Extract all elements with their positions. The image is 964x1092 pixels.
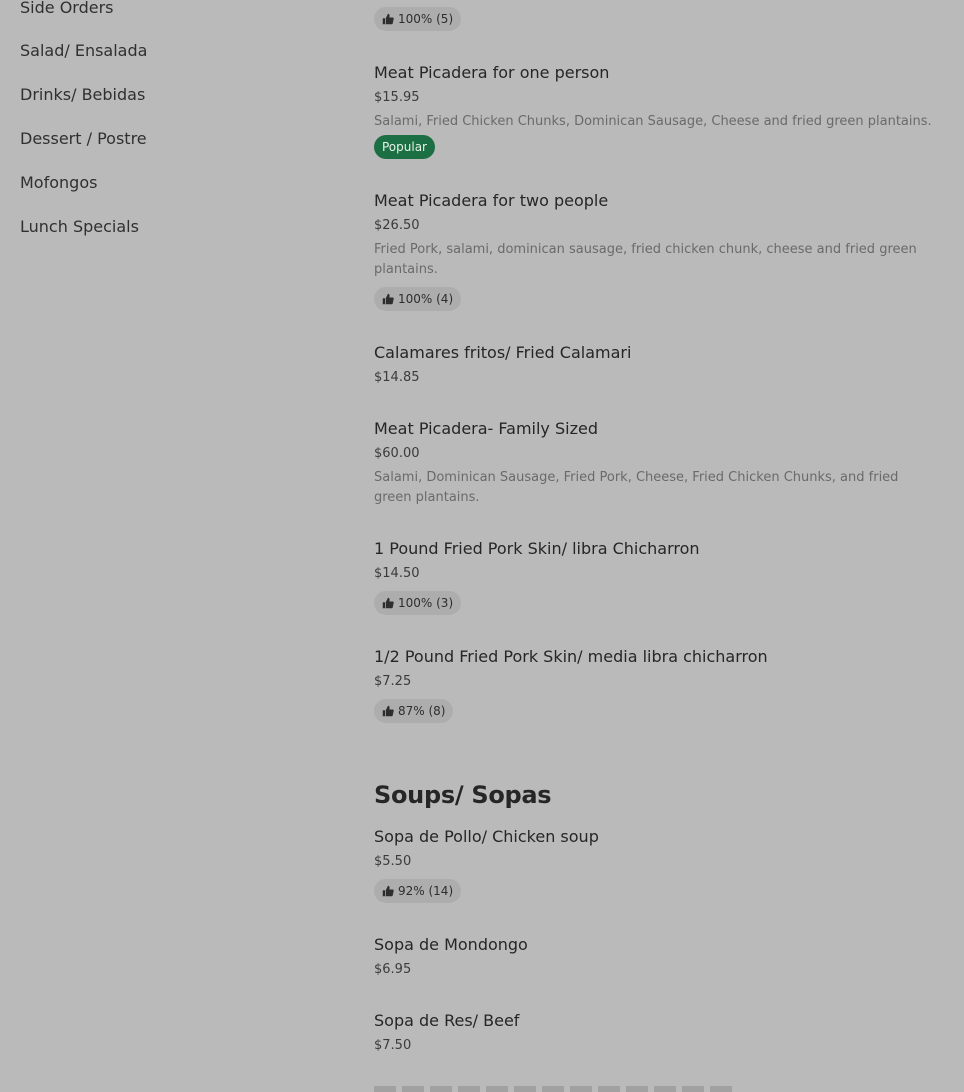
item-name: 1/2 Pound Fried Pork Skin/ media libra chicharron bbox=[374, 647, 768, 666]
item-name: Sopa de Mondongo bbox=[374, 935, 528, 954]
item-price: $7.50 bbox=[374, 1038, 412, 1053]
item-name: Meat Picadera- Family Sized bbox=[374, 419, 598, 438]
item-description: Salami, Dominican Sausage, Fried Pork, Cheese, Fried Chicken Chunks, and fried green plantains. bbox=[374, 470, 899, 505]
item-description: Fried Pork, salami, dominican sausage, fried chicken chunk, cheese and fried green plantains. bbox=[374, 242, 917, 277]
thumbs-up-icon bbox=[382, 293, 394, 305]
rating-text: 100% (3) bbox=[398, 596, 454, 610]
popular-badge: Popular bbox=[374, 135, 435, 159]
item-name: Meat Picadera for one person bbox=[374, 63, 610, 82]
item-name: Sopa de Pollo/ Chicken soup bbox=[374, 827, 599, 846]
rating-text: 92% (14) bbox=[398, 884, 454, 898]
item-price: $14.85 bbox=[374, 370, 420, 385]
rating-chip bbox=[374, 879, 461, 903]
item-price: $26.50 bbox=[374, 218, 420, 233]
section-title-soups: Soups/ Sopas bbox=[374, 781, 552, 809]
item-price: $7.25 bbox=[374, 674, 412, 689]
rating-text: 87% (8) bbox=[398, 704, 446, 718]
item-name: Calamares fritos/ Fried Calamari bbox=[374, 343, 632, 362]
item-name: Meat Picadera for two people bbox=[374, 191, 609, 210]
rating-text: 100% (5) bbox=[398, 12, 454, 26]
item-name: 1 Pound Fried Pork Skin/ libra Chicharron bbox=[374, 539, 700, 558]
sidebar-item-lunch-specials[interactable]: Lunch Specials bbox=[20, 217, 139, 236]
rating-text: 100% (4) bbox=[398, 292, 454, 306]
thumbs-up-icon bbox=[382, 885, 394, 897]
rating-chip bbox=[374, 591, 461, 615]
item-price: $6.95 bbox=[374, 962, 412, 977]
item-price: $15.95 bbox=[374, 90, 420, 105]
rating-chip bbox=[374, 7, 461, 31]
item-name: Sopa de Res/ Beef bbox=[374, 1011, 520, 1030]
item-price: $60.00 bbox=[374, 446, 420, 461]
thumbs-up-icon bbox=[382, 705, 394, 717]
rating-chip bbox=[374, 699, 453, 723]
next-item-cut-off bbox=[374, 1086, 734, 1092]
sidebar-item-mofongos[interactable]: Mofongos bbox=[20, 173, 98, 192]
sidebar-item-side-orders[interactable]: Side Orders bbox=[20, 0, 114, 17]
thumbs-up-icon bbox=[382, 597, 394, 609]
sidebar-item-drinks[interactable]: Drinks/ Bebidas bbox=[20, 85, 146, 104]
item-description: Salami, Fried Chicken Chunks, Dominican Sausage, Cheese and fried green plantains. bbox=[374, 114, 932, 129]
sidebar-item-salad[interactable]: Salad/ Ensalada bbox=[20, 41, 148, 60]
thumbs-up-icon bbox=[382, 13, 394, 25]
sidebar-item-dessert[interactable]: Dessert / Postre bbox=[20, 129, 147, 148]
item-price: $5.50 bbox=[374, 854, 412, 869]
rating-chip bbox=[374, 287, 461, 311]
item-price: $14.50 bbox=[374, 566, 420, 581]
